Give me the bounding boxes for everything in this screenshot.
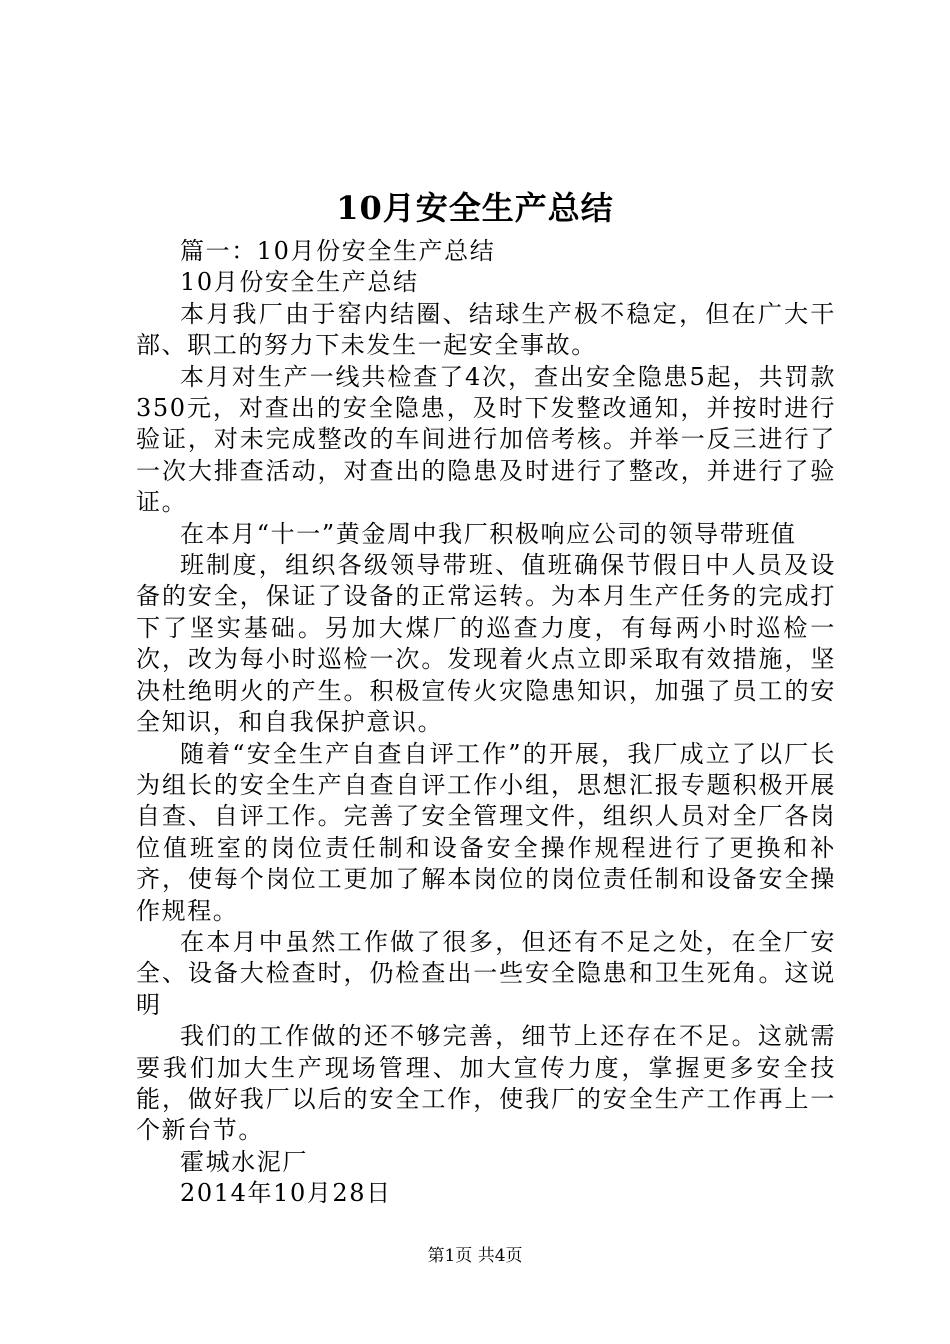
paragraph-improvement: 我们的工作做的还不够完善，细节上还存在不足。这就需要我们加大生产现场管理、加大宣传力度，掌握更多安全技能，做好我厂以后的安全工作，使我厂的安全生产工作再上一个新台节。 — [136, 1022, 836, 1145]
paragraph-holiday-duty: 班制度，组织各级领导带班、值班确保节假日中人员及设备的安全，保证了设备的正常运转。为本月生产任务的完成打下了坚实基础。另加大煤厂的巡查力度，有每两小时巡检一次，改为每小时巡检一次。发现着火点立即采取有效措施，坚决杜绝明火的产生。积极宣传火灾隐患知识，加强了员工的安全知识，和自我保护意识。 — [136, 551, 836, 737]
paragraph-shortcomings: 在本月中虽然工作做了很多，但还有不足之处，在全厂安全、设备大检查时，仍检查出一些安全隐患和卫生死角。这说明 — [136, 927, 836, 1019]
paragraph-holiday-start: 在本月“十一”黄金周中我厂积极响应公司的领导带班值 — [180, 519, 797, 548]
paragraph-self-assessment: 随着“安全生产自查自评工作”的开展，我厂成立了以厂长为组长的安全生产自查自评工作小组，思想汇报专题积极开展自查、自评工作。完善了安全管理文件，组织人员对全厂各岗位值班室的岗位责任制和设备安全操作规程进行了更换和补齐，使每个岗位工更加了解本岗位的岗位责任制和设备安全操作规程。 — [136, 739, 836, 925]
signature-date: 2014年10月28日 — [180, 1179, 392, 1208]
paragraph-section-heading: 篇一：10月份安全生产总结 — [180, 237, 496, 265]
signature-organization: 霍城水泥厂 — [180, 1147, 308, 1176]
paragraph-intro: 本月我厂由于窑内结圈、结球生产极不稳定，但在广大干部、职工的努力下未发生一起安全事故。 — [136, 299, 836, 360]
document-title: 10月安全生产总结 — [336, 189, 614, 227]
paragraph-subtitle: 10月份安全生产总结 — [180, 268, 419, 297]
document-body — [136, 236, 836, 1210]
paragraph-inspection: 本月对生产一线共检查了4次，查出安全隐患5起，共罚款350元，对查出的安全隐患，及时下发整改通知，并按时进行验证，对未完成整改的车间进行加倍考核。并举一反三进行了一次大排查活动，对查出的隐患及时进行了整改，并进行了验证。 — [136, 362, 836, 517]
page-number-footer: 第1页 共4页 — [427, 1246, 523, 1266]
